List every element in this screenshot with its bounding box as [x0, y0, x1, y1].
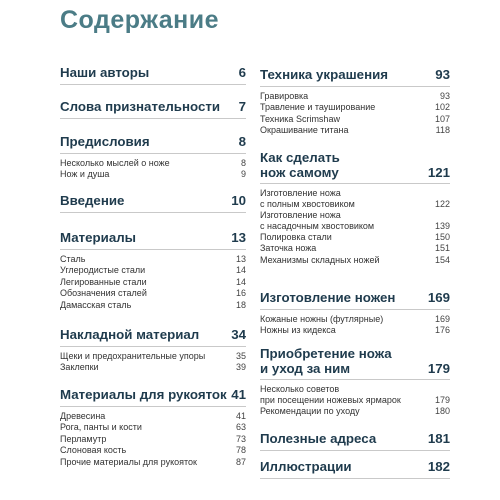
- item-title: Изготовление ножа с полным хвостовиком: [260, 188, 355, 209]
- item-page: 122: [434, 199, 450, 209]
- section-title: Наши авторы: [60, 65, 150, 80]
- toc-section[interactable]: [260, 458, 450, 483]
- toc-item[interactable]: [260, 384, 450, 406]
- section-title: Материалы для рукояток: [60, 387, 227, 402]
- section-rule: [60, 406, 246, 407]
- section-title: Предисловия: [60, 134, 150, 149]
- toc-item[interactable]: [60, 351, 246, 362]
- toc-item[interactable]: [60, 445, 246, 456]
- toc-item[interactable]: [60, 422, 246, 433]
- section-title: Введение: [60, 193, 125, 208]
- item-page: 78: [235, 445, 246, 456]
- section-page: 169: [427, 290, 450, 305]
- toc-item[interactable]: [60, 254, 246, 265]
- item-page: 154: [434, 254, 450, 265]
- item-title: Несколько мыслей о ноже: [60, 157, 170, 168]
- toc-section[interactable]: [260, 289, 450, 337]
- item-title: Нож и душа: [60, 169, 110, 180]
- section-page: 34: [231, 327, 246, 342]
- item-title: Рога, панты и кости: [60, 422, 142, 433]
- toc-section[interactable]: [60, 229, 246, 311]
- section-rule: [60, 153, 246, 154]
- section-rule: [260, 379, 450, 380]
- item-page: 179: [434, 395, 450, 405]
- toc-section[interactable]: [60, 386, 246, 468]
- section-page: 7: [238, 99, 246, 114]
- item-title: Травление и тауширование: [260, 102, 376, 113]
- toc-item[interactable]: [260, 243, 450, 254]
- item-page: 9: [240, 169, 246, 180]
- section-rule: [260, 309, 450, 310]
- item-page: 176: [434, 325, 450, 336]
- item-page: 102: [434, 102, 450, 113]
- item-title: Несколько советов при посещении ножевых ярмарок: [260, 384, 401, 405]
- item-page: 180: [434, 405, 450, 416]
- page-title: Содержание: [60, 6, 220, 34]
- item-title: Перламутр: [60, 433, 107, 444]
- section-title: Как сделать нож самому: [260, 150, 340, 180]
- item-title: Изготовление ножа с насадочным хвостовиком: [260, 210, 375, 231]
- toc-item[interactable]: [60, 457, 246, 468]
- toc-item[interactable]: [260, 114, 450, 125]
- section-title: Иллюстрации: [260, 459, 352, 474]
- section-page: 121: [427, 165, 450, 180]
- toc-item[interactable]: [60, 362, 246, 373]
- toc-section[interactable]: [260, 150, 450, 266]
- section-page: 13: [231, 230, 246, 245]
- item-page: 151: [434, 243, 450, 254]
- item-page: 16: [235, 288, 246, 299]
- section-rule: [260, 183, 450, 184]
- item-title: Легированные стали: [60, 276, 147, 287]
- section-page: 93: [435, 67, 450, 82]
- section-title: Слова признательности: [60, 99, 221, 114]
- section-rule: [260, 478, 450, 479]
- item-page: 93: [439, 90, 450, 101]
- toc-item[interactable]: [260, 325, 450, 336]
- item-title: Заклепки: [60, 362, 99, 373]
- item-title: Полировка стали: [260, 231, 332, 242]
- item-title: Кожаные ножны (футлярные): [260, 313, 384, 324]
- section-rule: [60, 118, 246, 119]
- item-page: 139: [434, 221, 450, 231]
- toc-item[interactable]: [260, 210, 450, 232]
- section-page: 182: [427, 459, 450, 474]
- toc-item[interactable]: [60, 277, 246, 288]
- item-page: 87: [235, 456, 246, 467]
- toc-section[interactable]: [60, 326, 246, 374]
- toc-item[interactable]: [60, 158, 246, 169]
- toc-section[interactable]: [60, 133, 246, 181]
- item-page: 14: [235, 265, 246, 276]
- section-title: Полезные адреса: [260, 431, 377, 446]
- toc-item[interactable]: [60, 265, 246, 276]
- toc-item[interactable]: [260, 188, 450, 210]
- toc-item[interactable]: [260, 232, 450, 243]
- section-rule: [260, 450, 450, 451]
- item-page: 14: [235, 276, 246, 287]
- item-title: Рекомендации по уходу: [260, 405, 360, 416]
- item-title: Сталь: [60, 253, 86, 264]
- toc-item[interactable]: [60, 169, 246, 180]
- section-page: 10: [231, 193, 246, 208]
- toc-item[interactable]: [60, 288, 246, 299]
- item-page: 18: [235, 299, 246, 310]
- toc-section[interactable]: [60, 64, 246, 89]
- item-page: 13: [235, 253, 246, 264]
- item-title: Углеродистые стали: [60, 265, 146, 276]
- toc-item[interactable]: [260, 91, 450, 102]
- item-title: Окрашивание титана: [260, 125, 349, 136]
- section-title: Накладной материал: [60, 327, 200, 342]
- item-title: Слоновая кость: [60, 445, 127, 456]
- section-rule: [60, 249, 246, 250]
- section-page: 6: [238, 65, 246, 80]
- item-page: 8: [240, 157, 246, 168]
- item-title: Обозначения сталей: [60, 288, 147, 299]
- toc-item[interactable]: [260, 125, 450, 136]
- item-page: 39: [235, 362, 246, 373]
- toc-item[interactable]: [260, 255, 450, 266]
- toc-item[interactable]: [260, 406, 450, 417]
- section-rule: [60, 346, 246, 347]
- section-title: Изготовление ножен: [260, 290, 396, 305]
- toc-item[interactable]: [60, 300, 246, 311]
- section-page: 8: [238, 134, 246, 149]
- toc-item[interactable]: [60, 434, 246, 445]
- item-title: Прочие материалы для рукояток: [60, 456, 197, 467]
- item-page: 107: [434, 113, 450, 124]
- section-title: Приобретение ножа и уход за ним: [260, 346, 392, 376]
- section-page: 179: [427, 361, 450, 376]
- item-title: Ножны из кидекса: [260, 325, 336, 336]
- toc-item[interactable]: [260, 314, 450, 325]
- item-title: Заточка ножа: [260, 243, 317, 254]
- section-page: 181: [427, 431, 450, 446]
- section-title: Техника украшения: [260, 67, 389, 82]
- item-title: Гравировка: [260, 90, 309, 101]
- toc-section[interactable]: [60, 192, 246, 217]
- toc-section[interactable]: [60, 98, 246, 123]
- section-title: Материалы: [60, 230, 137, 245]
- section-rule: [60, 84, 246, 85]
- item-title: Дамасская сталь: [60, 299, 132, 310]
- item-page: 73: [235, 433, 246, 444]
- item-title: Техника Scrimshaw: [260, 113, 340, 124]
- item-title: Древесина: [60, 410, 106, 421]
- section-page: 41: [231, 387, 246, 402]
- item-page: 118: [435, 125, 450, 136]
- toc-section[interactable]: [260, 66, 450, 137]
- section-rule: [60, 212, 246, 213]
- item-page: 35: [235, 350, 246, 361]
- toc-section[interactable]: [260, 346, 450, 417]
- item-page: 150: [434, 231, 450, 242]
- item-title: Механизмы складных ножей: [260, 254, 380, 265]
- item-page: 169: [434, 313, 450, 324]
- item-title: Щеки и предохранительные упоры: [60, 350, 206, 361]
- section-rule: [260, 86, 450, 87]
- toc-item[interactable]: [60, 411, 246, 422]
- item-page: 63: [235, 422, 246, 433]
- item-page: 41: [235, 410, 246, 421]
- toc-section[interactable]: [260, 430, 450, 455]
- toc-item[interactable]: [260, 102, 450, 113]
